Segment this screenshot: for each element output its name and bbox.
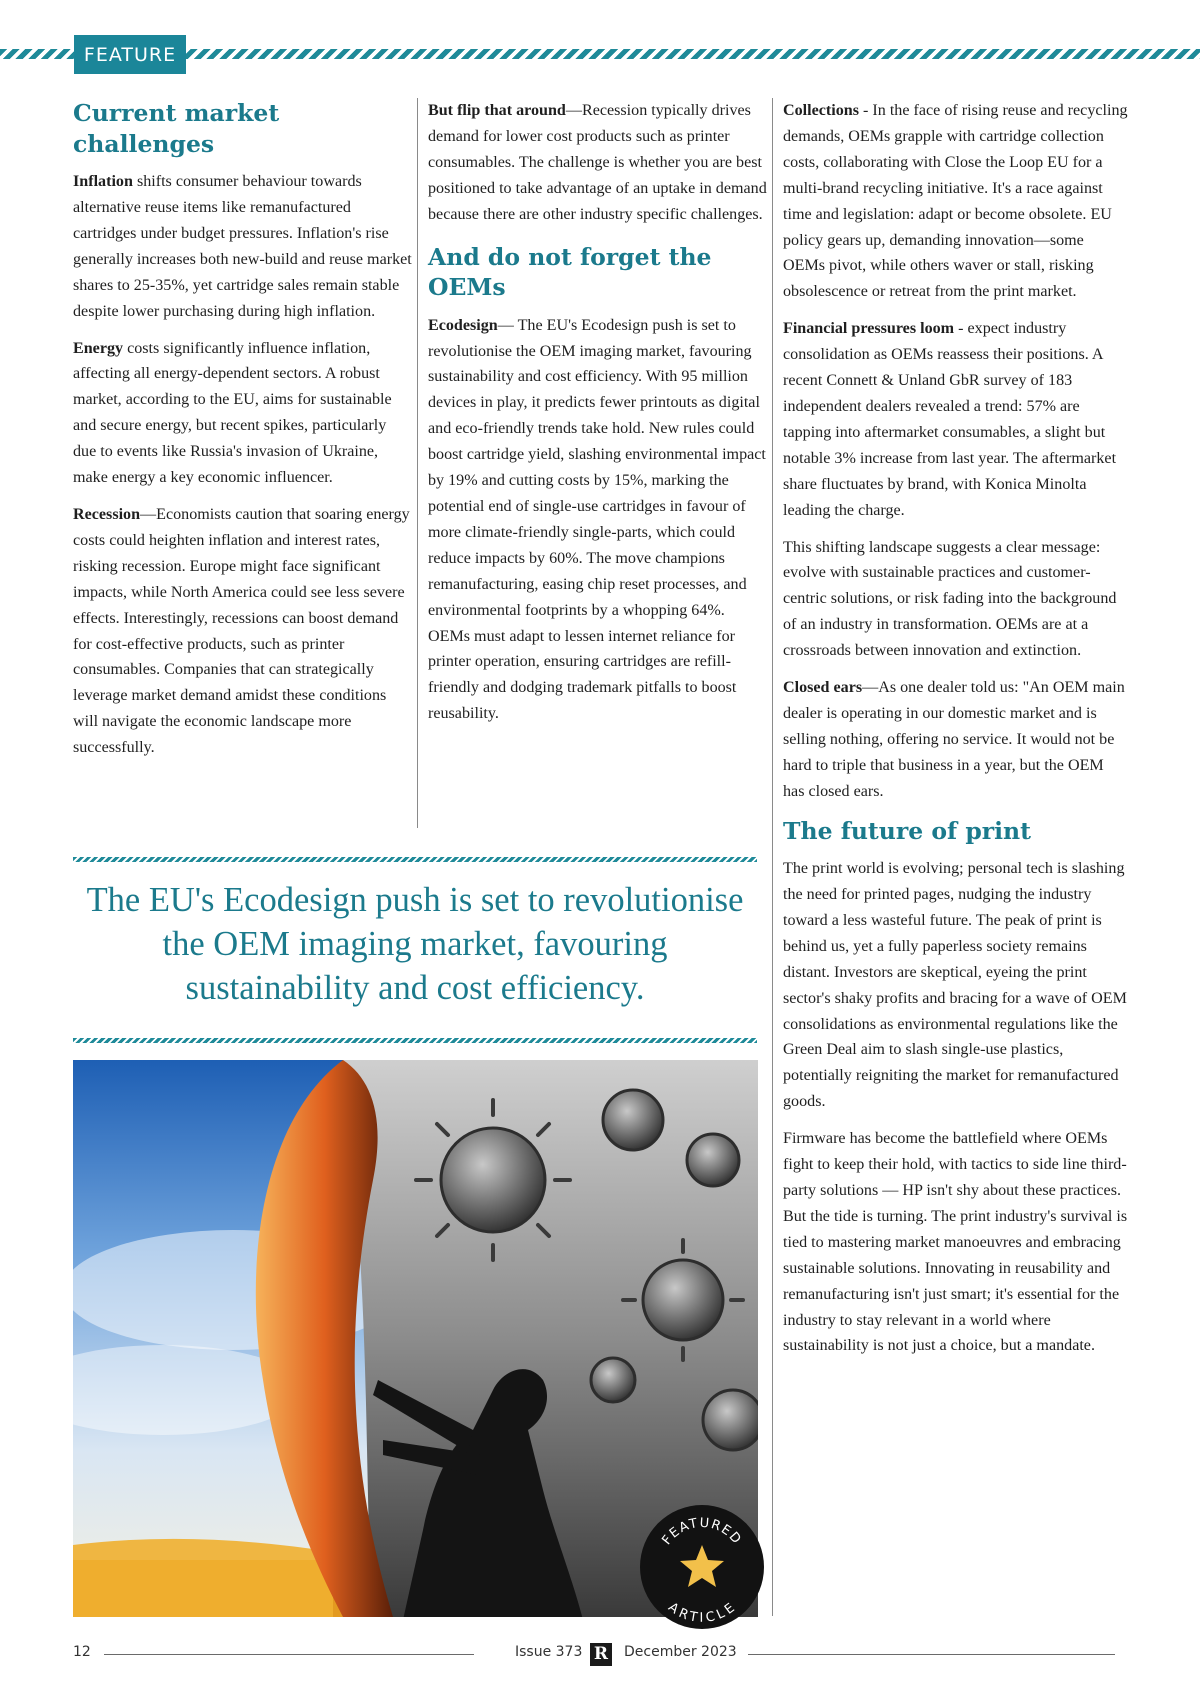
heading-current-market-challenges: Current market challenges — [73, 99, 280, 158]
badge-bottom-text: ARTICLE — [665, 1599, 739, 1626]
feature-tag: FEATURE — [74, 35, 186, 74]
badge-top-text: FEATURED — [659, 1515, 745, 1548]
featured-article-badge-graphic — [640, 1505, 764, 1629]
lead-inflation: Inflation — [73, 173, 133, 191]
paragraph-financial — [783, 316, 1128, 523]
paragraph-flip-around — [428, 98, 768, 228]
column-3 — [783, 98, 1128, 1370]
pull-quote-rule-bottom — [73, 1038, 757, 1043]
text-recession: —Economists caution that soaring energy costs could heighten inflation and interest rates, risking recession. Europe might face significant impacts, while North America could see less severe effects. Interestingly, recessions can boost demand for cost-effective products, such as printer consumables. Companies that can strategically leverage market demand amidst these conditions will navigate the economic landscape more successfully. — [73, 505, 410, 757]
paragraph-inflation — [73, 169, 413, 324]
text-financial: - expect industry consolidation as OEMs reassess their positions. A recent Connett & Unland GbR survey of 183 independent dealers revealed a trend: 57% are tapping into aftermarket consumables, a slight but notable 3% increase from last year. The aftermarket share fluctuates by brand, with Konica Minolta leading the charge. — [783, 320, 1117, 519]
lead-collections: Collections — [783, 102, 859, 119]
lead-financial: Financial pressures loom — [783, 320, 955, 338]
footer-rule-left — [104, 1654, 474, 1655]
footer-rule-right — [748, 1654, 1115, 1655]
paragraph-shifting-landscape: This shifting landscape suggests a clear message: evolve with sustainable practices and customer-centric solutions, or risk fading into the background of an industry in transformation. OEMs are at a crossroads between innovation and extinction. — [783, 538, 1117, 660]
featured-article-badge — [640, 1505, 764, 1629]
paragraph-collections — [783, 98, 1128, 305]
text-flip-around: —Recession typically drives demand for lower cost products such as printer consumables. The challenge is whether you are best positioned to take advantage of an uptake in demand because there are other industry specific challenges. — [428, 102, 767, 223]
paragraph-recession — [73, 502, 413, 761]
text-closed-ears: —As one dealer told us: "An OEM main dealer is operating in our domestic market and is selling nothing, offering no service. It would not be hard to triple that business in a year, but the OEM has closed ears. — [783, 679, 1125, 800]
paragraph-print-world: The print world is evolving; personal tech is slashing the need for printed pages, nudging the industry toward a less wasteful future. The peak of print is behind us, yet a fully paperless society remains distant. Investors are skeptical, eyeing the print sector's shaky profits and bracing for a wave of OEM consolidations as environmental regulations like the Green Deal aim to slash single-use plastics, potentially reigniting the market for remanufactured goods. — [783, 860, 1127, 1111]
column-divider-2 — [772, 98, 773, 1616]
column-2 — [428, 98, 768, 738]
pull-quote-rule-top — [73, 857, 757, 862]
text-ecodesign: — The EU's Ecodesign push is set to revolutionise the OEM imaging market, favouring sustainability and cost efficiency. With 95 million devices in play, it predicts fewer printouts as digital and eco-friendly trends take hold. New rules could boost cartridge yield, slashing environmental impact by 19% and cutting costs by 15%, marking the potential end of single-use cartridges in favour of more climate-friendly single-parts, which could reduce impacts by 60%. The move champions remanufacturing, easing chip reset processes, and environmental footprints by a whopping 64%. OEMs must adapt to lessen internet reliance for printer operation, ensuring cartridges are refill-friendly and dodging trademark pitfalls to boost reusability. — [428, 316, 766, 723]
publication-logo: R — [590, 1643, 612, 1666]
paragraph-closed-ears — [783, 675, 1128, 805]
text-inflation: shifts consumer behaviour towards alternative reuse items like remanufactured cartridges under budget pressures. Inflation's rise generally increases both new-build and reuse market shares to 25-35%, yet cartridge sales remain stable despite lower purchasing during high inflation. — [73, 173, 412, 320]
text-collections: - In the face of rising reuse and recycling demands, OEMs grapple with cartridge collection costs, collaborating with Close the Loop EU for a multi-brand recycling initiative. It's a race against time and legislation: adapt or become obsolete. EU policy gears up, demanding innovation—some OEMs pivot, while others waver or stall, risking obsolescence or retreat from the print market. — [783, 102, 1128, 301]
lead-flip-around: But flip that around — [428, 102, 566, 119]
lead-ecodesign: Ecodesign — [428, 316, 498, 334]
text-energy: costs significantly influence inflation, affecting all energy-dependent sectors. A robust market, according to the EU, aims for sustainable and secure energy, but recent spikes, particularly due to events like Russia's invasion of Ukraine, make energy a key economic influencer. — [73, 339, 392, 487]
heading-oems: And do not forget the OEMs — [428, 242, 712, 302]
pull-quote: The EU's Ecodesign push is set to revolutionise the OEM imaging market, favouring sustainability and cost efficiency. — [86, 881, 744, 1007]
page-number: 12 — [73, 1644, 91, 1660]
column-1 — [73, 98, 413, 772]
column-divider-1 — [417, 98, 418, 828]
paragraph-firmware: Firmware has become the battlefield where OEMs fight to keep their hold, with tactics to side line third-party solutions — HP isn't shy about these practices. But the tide is turning. The print industry's survival is tied to mastering market manoeuvres and embracing sustainable solutions. Innovating in reusability and remanufacturing isn't just smart; it's essential for the industry to stay relevant in a world where sustainability is not just a choice, but a mandate. — [783, 1130, 1128, 1355]
star-icon — [680, 1545, 724, 1587]
paragraph-energy — [73, 336, 413, 491]
issue-date: December 2023 — [624, 1644, 737, 1660]
lead-recession: Recession — [73, 505, 141, 523]
lead-energy: Energy — [73, 339, 124, 357]
paragraph-ecodesign — [428, 313, 768, 728]
lead-closed-ears: Closed ears — [783, 679, 863, 697]
issue-number: Issue 373 — [515, 1644, 583, 1660]
heading-future-of-print: The future of print — [783, 816, 1032, 845]
